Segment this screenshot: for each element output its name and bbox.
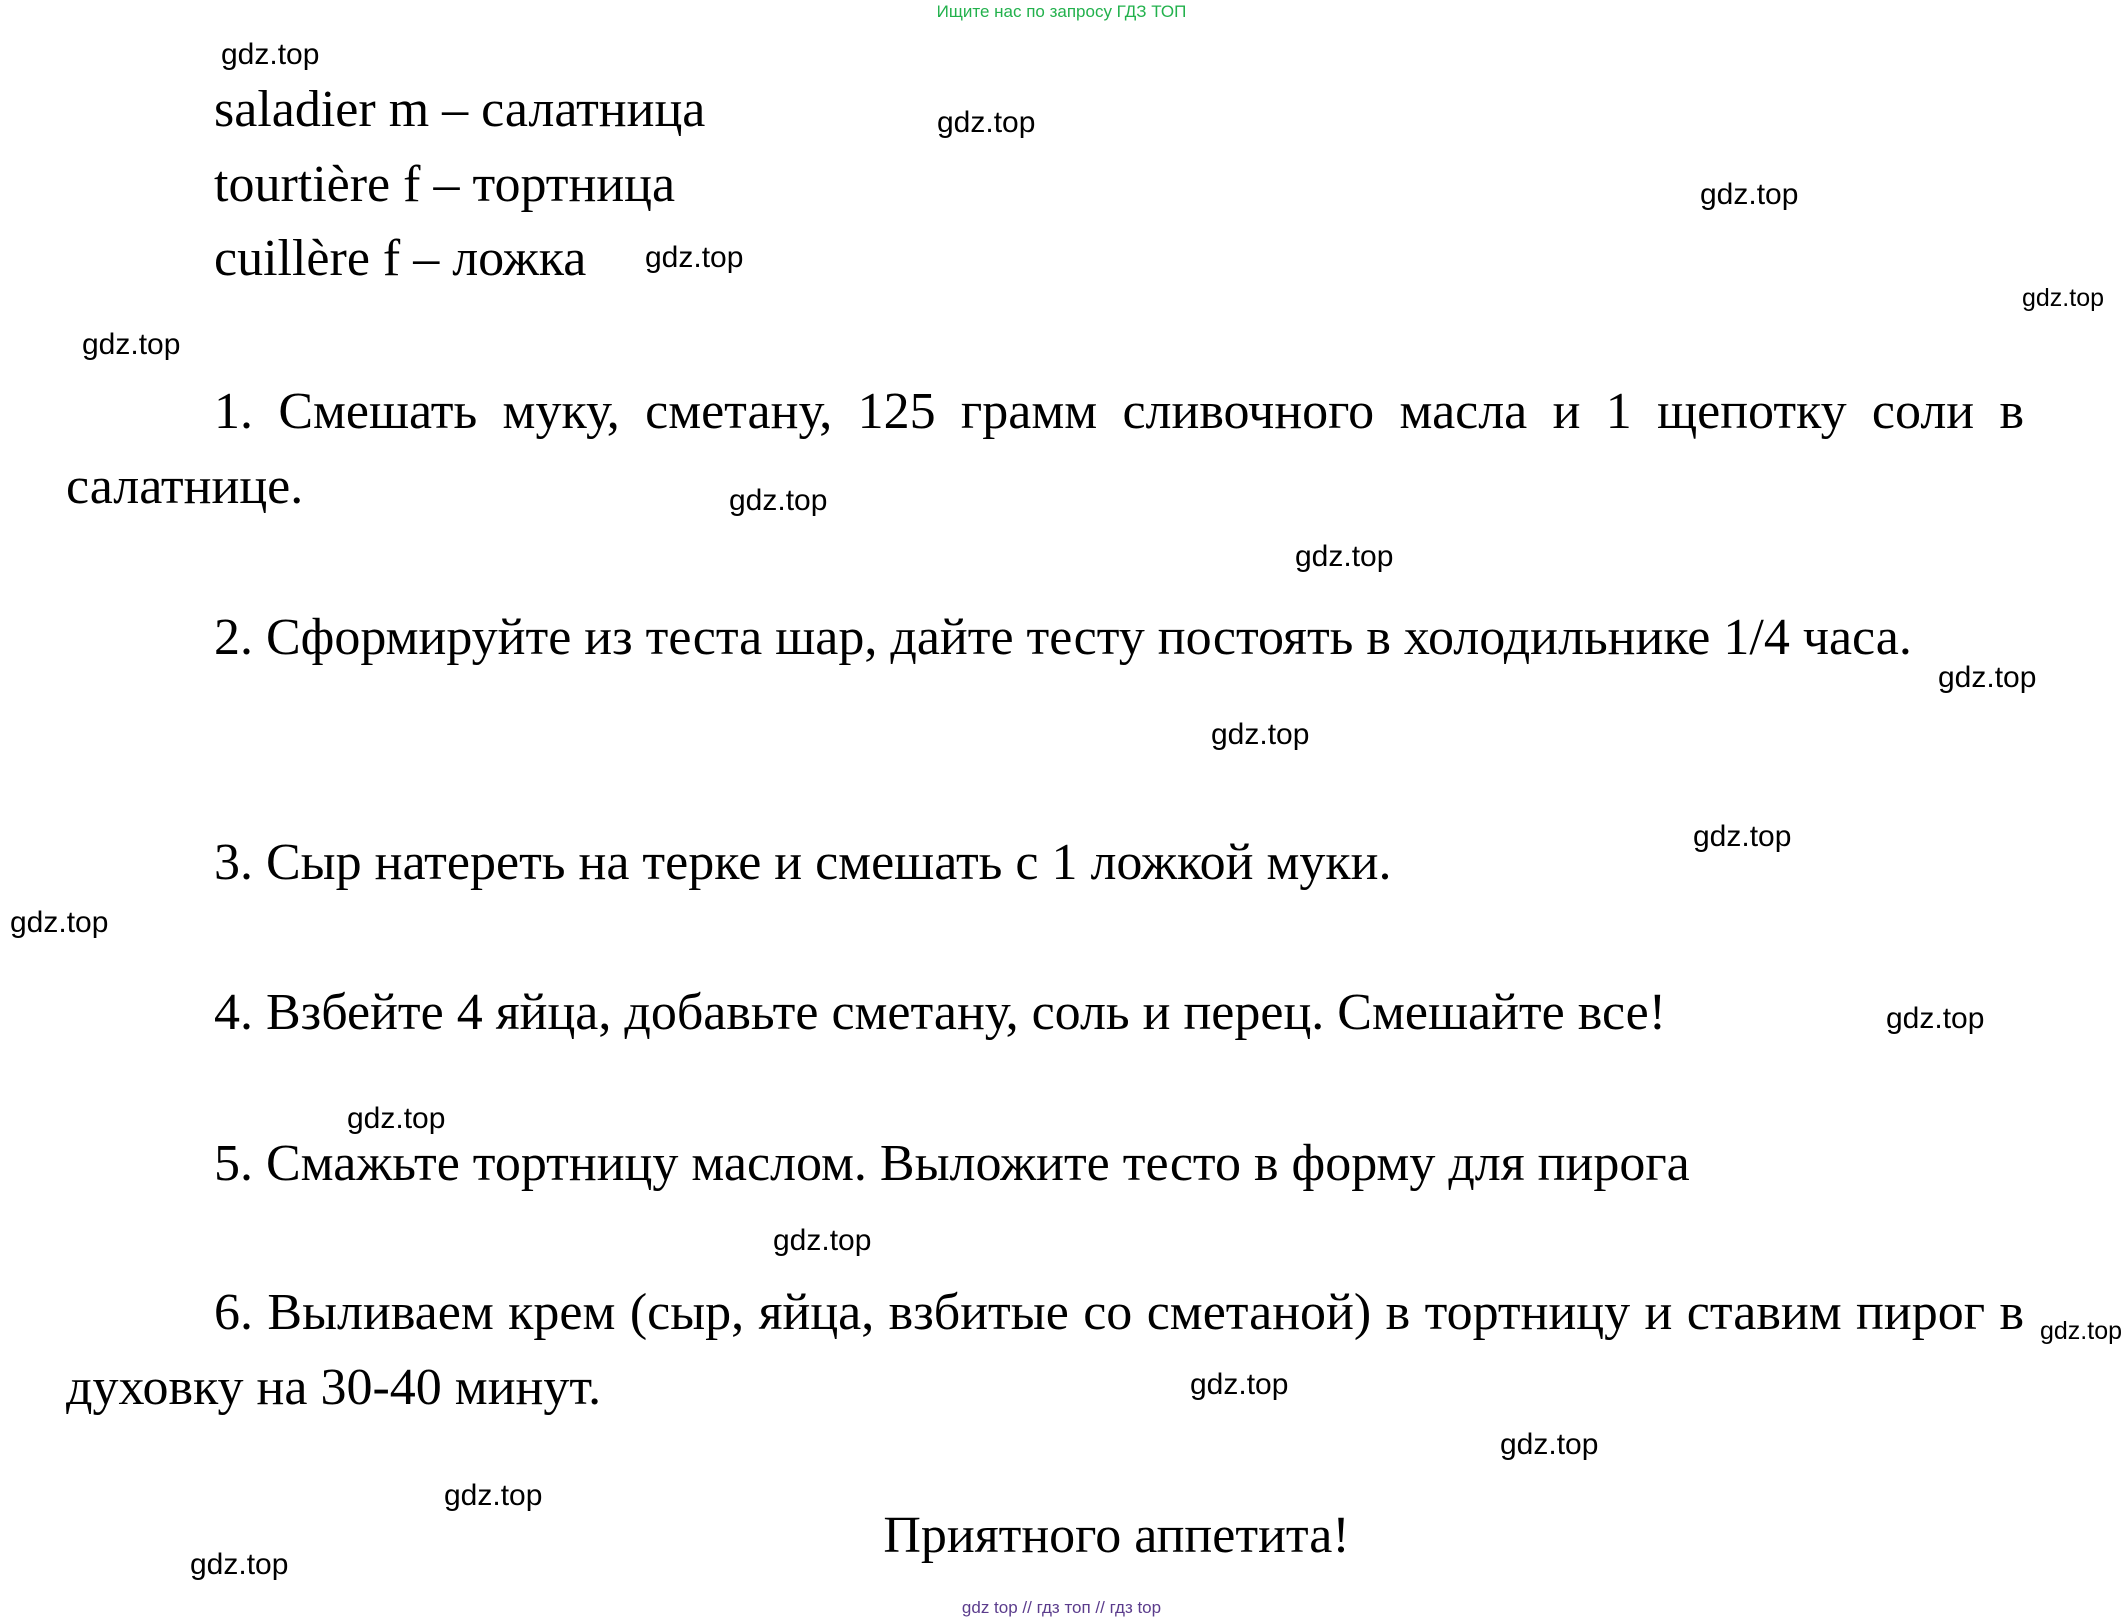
watermark: gdz.top — [2040, 1317, 2123, 1345]
watermark: gdz.top — [729, 484, 828, 517]
closing-phrase: Приятного аппетита! — [883, 1507, 1350, 1564]
recipe-step-4: 4. Взбейте 4 яйца, добавьте сметану, соль и перец. Смешайте все! — [214, 984, 1667, 1041]
watermark: gdz.top — [1295, 540, 1394, 573]
bottom-footer: gdz top // гдз топ // гдз top — [961, 1598, 1162, 1617]
watermark: gdz.top — [1190, 1368, 1289, 1401]
watermark: gdz.top — [1500, 1428, 1599, 1461]
vocab-line-saladier: saladier m – салатница — [214, 81, 706, 138]
watermark: gdz.top — [1886, 1002, 1985, 1035]
vocab-line-cuillere: cuillère f – ложка — [214, 230, 587, 287]
recipe-step-2: 2. Сформируйте из теста шар, дайте тесту постоять в холодильнике 1/4 часа. — [214, 609, 1912, 666]
recipe-step-5: 5. Смажьте тортницу маслом. Выложите тесто в форму для пирога — [214, 1135, 1690, 1192]
watermark: gdz.top — [937, 106, 1036, 139]
watermark: gdz.top — [347, 1102, 446, 1135]
recipe-step-3: 3. Сыр натереть на терке и смешать с 1 ложкой муки. — [214, 834, 1392, 891]
watermark: gdz.top — [645, 241, 744, 274]
watermark: gdz.top — [2022, 284, 2105, 312]
watermark: gdz.top — [1700, 178, 1799, 211]
watermark: gdz.top — [82, 328, 181, 361]
watermark: gdz.top — [1938, 661, 2037, 694]
recipe-step-1: 1. Смешать муку, сметану, 125 грамм сливочного масла и 1 щепотку соли в салатнице. — [66, 383, 2024, 515]
watermark: gdz.top — [1211, 718, 1310, 751]
watermark: gdz.top — [10, 906, 109, 939]
watermark: gdz.top — [1693, 820, 1792, 853]
watermark: gdz.top — [190, 1548, 289, 1581]
watermark: gdz.top — [221, 38, 320, 71]
recipe-step-6: 6. Выливаем крем (сыр, яйца, взбитые со сметаной) в тортницу и ставим пирог в духовку на 30-40 минут. — [66, 1284, 2024, 1416]
vocab-line-tourtiere: tourtière f – тортница — [214, 156, 676, 213]
watermark: gdz.top — [773, 1224, 872, 1257]
top-banner: Ищите нас по запросу ГДЗ ТОП — [936, 2, 1187, 21]
watermark: gdz.top — [444, 1479, 543, 1512]
